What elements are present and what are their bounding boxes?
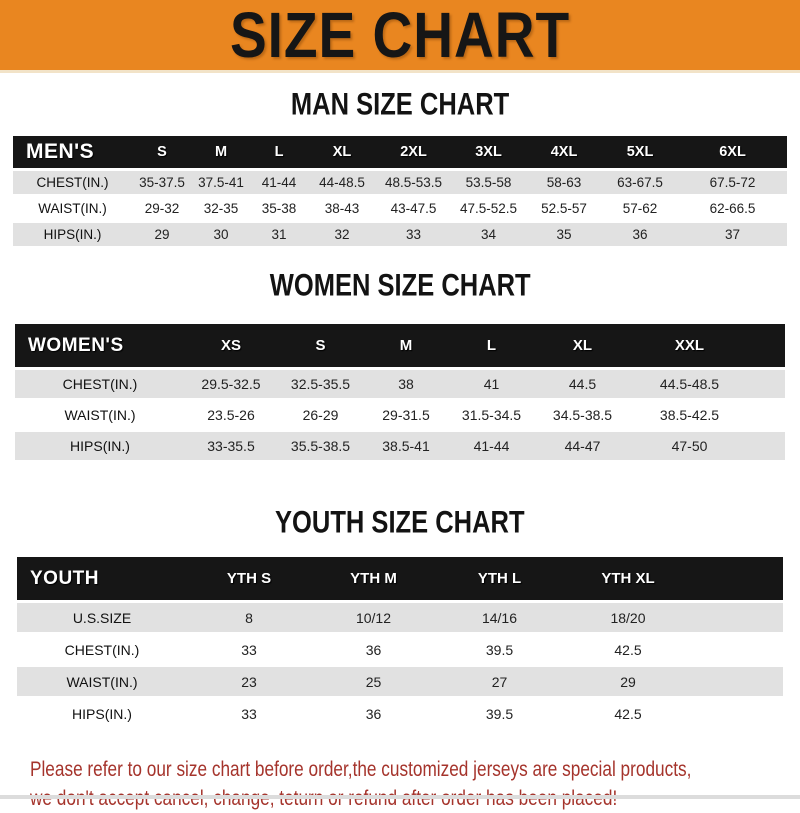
size-cell: 37.5-41 xyxy=(192,171,250,194)
row-label: WAIST(IN.) xyxy=(13,197,132,220)
size-cell: 8 xyxy=(187,603,311,632)
row-label: WAIST(IN.) xyxy=(15,401,185,429)
size-cell: 31 xyxy=(250,223,308,246)
header-row xyxy=(15,324,785,367)
size-cell: 29-32 xyxy=(132,197,192,220)
table-corner-label: WOMEN'S xyxy=(15,324,185,367)
table-corner-label: MEN'S xyxy=(13,136,132,168)
column-header: YTH M xyxy=(311,557,436,600)
size-cell: 52.5-57 xyxy=(526,197,602,220)
column-header: L xyxy=(448,324,535,367)
bottom-divider xyxy=(0,795,800,799)
filler-cell xyxy=(693,557,783,600)
table-row xyxy=(13,171,787,194)
size-cell: 32.5-35.5 xyxy=(277,370,364,398)
column-header: YTH XL xyxy=(563,557,693,600)
size-cell: 34.5-38.5 xyxy=(535,401,630,429)
size-cell: 35.5-38.5 xyxy=(277,432,364,460)
column-header: 5XL xyxy=(602,136,678,168)
size-cell: 29-31.5 xyxy=(364,401,448,429)
size-cell: 31.5-34.5 xyxy=(448,401,535,429)
size-cell: 29.5-32.5 xyxy=(185,370,277,398)
size-cell: 33 xyxy=(187,699,311,728)
filler-cell xyxy=(693,699,783,728)
size-cell: 41-44 xyxy=(448,432,535,460)
row-label: WAIST(IN.) xyxy=(17,667,187,696)
filler-cell xyxy=(693,667,783,696)
size-cell: 38.5-41 xyxy=(364,432,448,460)
size-cell: 34 xyxy=(451,223,526,246)
row-label: CHEST(IN.) xyxy=(17,635,187,664)
filler-cell xyxy=(749,401,785,429)
column-header: S xyxy=(132,136,192,168)
size-chart-banner xyxy=(0,0,800,73)
banner-title: SIZE CHART xyxy=(229,0,571,71)
size-cell: 26-29 xyxy=(277,401,364,429)
table-row xyxy=(15,401,785,429)
filler-cell xyxy=(749,324,785,367)
size-cell: 32 xyxy=(308,223,376,246)
table-row xyxy=(15,432,785,460)
size-cell: 37 xyxy=(678,223,787,246)
size-cell: 30 xyxy=(192,223,250,246)
row-label: CHEST(IN.) xyxy=(13,171,132,194)
size-cell: 44.5-48.5 xyxy=(630,370,749,398)
size-cell: 38-43 xyxy=(308,197,376,220)
filler-cell xyxy=(693,635,783,664)
size-cell: 23.5-26 xyxy=(185,401,277,429)
table-corner-label: YOUTH xyxy=(17,557,187,600)
size-cell: 36 xyxy=(602,223,678,246)
filler-cell xyxy=(749,432,785,460)
size-cell: 41-44 xyxy=(250,171,308,194)
disclaimer-line-1: Please refer to our size chart before order,the customized jerseys are special products, xyxy=(30,758,692,781)
filler-cell xyxy=(749,370,785,398)
column-header: 6XL xyxy=(678,136,787,168)
size-cell: 44.5 xyxy=(535,370,630,398)
row-label: HIPS(IN.) xyxy=(13,223,132,246)
table-row xyxy=(17,667,783,696)
row-label: HIPS(IN.) xyxy=(15,432,185,460)
column-header: YTH L xyxy=(436,557,563,600)
size-cell: 14/16 xyxy=(436,603,563,632)
size-cell: 36 xyxy=(311,699,436,728)
row-label: U.S.SIZE xyxy=(17,603,187,632)
table-row xyxy=(17,635,783,664)
size-cell: 47.5-52.5 xyxy=(451,197,526,220)
women-size-table xyxy=(15,321,785,463)
size-cell: 38 xyxy=(364,370,448,398)
size-cell: 23 xyxy=(187,667,311,696)
section-title: MAN SIZE CHART xyxy=(290,87,510,123)
size-cell: 44-47 xyxy=(535,432,630,460)
size-cell: 32-35 xyxy=(192,197,250,220)
women-size-chart-heading xyxy=(0,268,800,304)
table-row xyxy=(17,699,783,728)
size-cell: 57-62 xyxy=(602,197,678,220)
size-cell: 44-48.5 xyxy=(308,171,376,194)
column-header: S xyxy=(277,324,364,367)
header-row xyxy=(17,557,783,600)
column-header: 4XL xyxy=(526,136,602,168)
filler-cell xyxy=(693,603,783,632)
size-cell: 29 xyxy=(563,667,693,696)
table-row xyxy=(17,603,783,632)
men-size-table xyxy=(13,133,787,249)
row-label: HIPS(IN.) xyxy=(17,699,187,728)
column-header: M xyxy=(364,324,448,367)
column-header: 2XL xyxy=(376,136,451,168)
column-header: XL xyxy=(535,324,630,367)
size-cell: 42.5 xyxy=(563,635,693,664)
table-row xyxy=(13,197,787,220)
table-row xyxy=(13,223,787,246)
column-header: 3XL xyxy=(451,136,526,168)
header-row xyxy=(13,136,787,168)
column-header: XXL xyxy=(630,324,749,367)
column-header: M xyxy=(192,136,250,168)
size-cell: 36 xyxy=(311,635,436,664)
section-title: YOUTH SIZE CHART xyxy=(275,505,525,541)
size-cell: 58-63 xyxy=(526,171,602,194)
size-cell: 27 xyxy=(436,667,563,696)
youth-size-chart-heading xyxy=(0,505,800,541)
column-header: YTH S xyxy=(187,557,311,600)
size-cell: 48.5-53.5 xyxy=(376,171,451,194)
row-label: CHEST(IN.) xyxy=(15,370,185,398)
size-cell: 63-67.5 xyxy=(602,171,678,194)
size-cell: 18/20 xyxy=(563,603,693,632)
size-cell: 33-35.5 xyxy=(185,432,277,460)
size-cell: 47-50 xyxy=(630,432,749,460)
size-cell: 39.5 xyxy=(436,699,563,728)
disclaimer-text xyxy=(30,755,800,813)
size-cell: 25 xyxy=(311,667,436,696)
size-cell: 43-47.5 xyxy=(376,197,451,220)
size-cell: 33 xyxy=(376,223,451,246)
size-cell: 38.5-42.5 xyxy=(630,401,749,429)
size-cell: 35-37.5 xyxy=(132,171,192,194)
size-cell: 35-38 xyxy=(250,197,308,220)
youth-size-table xyxy=(17,554,783,731)
size-cell: 67.5-72 xyxy=(678,171,787,194)
column-header: XL xyxy=(308,136,376,168)
size-cell: 39.5 xyxy=(436,635,563,664)
table-row xyxy=(15,370,785,398)
column-header: L xyxy=(250,136,308,168)
column-header: XS xyxy=(185,324,277,367)
size-cell: 33 xyxy=(187,635,311,664)
size-cell: 29 xyxy=(132,223,192,246)
size-cell: 41 xyxy=(448,370,535,398)
section-title: WOMEN SIZE CHART xyxy=(269,268,531,304)
size-cell: 10/12 xyxy=(311,603,436,632)
size-cell: 62-66.5 xyxy=(678,197,787,220)
size-cell: 53.5-58 xyxy=(451,171,526,194)
size-cell: 35 xyxy=(526,223,602,246)
man-size-chart-heading xyxy=(0,87,800,123)
size-cell: 42.5 xyxy=(563,699,693,728)
